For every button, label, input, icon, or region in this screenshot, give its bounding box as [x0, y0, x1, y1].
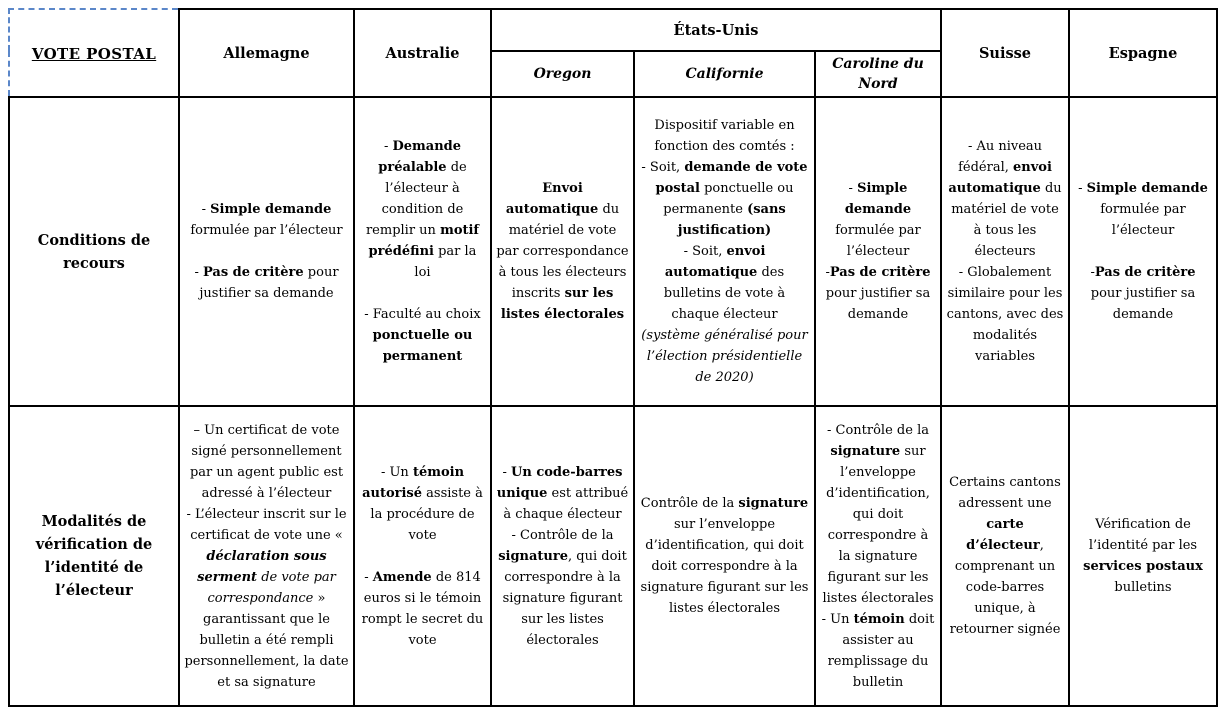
- col-header-allemagne[interactable]: Allemagne: [179, 9, 354, 97]
- cell-conditions-allemagne[interactable]: [179, 97, 354, 406]
- paragraph: Certains cantons adressent une carte d’électeur, comprenant un code-barres unique, à retourner signée: [949, 475, 1061, 637]
- cell-conditions-australie[interactable]: [354, 97, 491, 406]
- cell-conditions-espagne[interactable]: [1069, 97, 1217, 406]
- paragraph: -Pas de critère pour justifier sa demande: [825, 265, 931, 322]
- row-conditions-de-recours: [9, 97, 1217, 406]
- table-title: VOTE POSTAL: [31, 44, 157, 63]
- paragraph: [1074, 241, 1212, 262]
- paragraph: - Un témoin doit assister au remplissage du bulletin: [821, 611, 935, 690]
- cell-modalites-oregon[interactable]: [491, 406, 634, 706]
- table-title-cell[interactable]: [9, 9, 179, 97]
- paragraph: -Pas de critère pour justifier sa demande: [1090, 265, 1196, 322]
- paragraph: - Faculté au choix ponctuelle ou permanent: [364, 307, 481, 364]
- paragraph: - Simple demande formulée par l’électeur: [835, 181, 921, 259]
- cell-modalites-californie[interactable]: [634, 406, 815, 706]
- paragraph: - Pas de critère pour justifier sa demande: [194, 265, 339, 301]
- paragraph: - Amende de 814 euros si le témoin rompt le secret du vote: [361, 569, 484, 648]
- col-header-etats-unis[interactable]: États-Unis: [491, 9, 941, 51]
- paragraph: - Simple demande formulée par l’électeur: [190, 202, 343, 238]
- paragraph: [359, 283, 486, 304]
- header-row-top: [9, 9, 1217, 51]
- cell-modalites-caroline-du-nord[interactable]: [815, 406, 941, 706]
- paragraph: - Simple demande formulée par l’électeur: [1078, 181, 1208, 238]
- col-header-caroline-du-nord[interactable]: Caroline du Nord: [815, 51, 941, 97]
- paragraph: - Demande préalable de l’électeur à condition de remplir un motif prédéfini par la loi: [365, 139, 480, 280]
- cell-modalites-suisse[interactable]: [941, 406, 1069, 706]
- col-header-espagne[interactable]: Espagne: [1069, 9, 1217, 97]
- row-header-conditions[interactable]: Conditions de recours: [9, 97, 179, 406]
- cell-modalites-espagne[interactable]: [1069, 406, 1217, 706]
- cell-conditions-suisse[interactable]: [941, 97, 1069, 406]
- row-modalites-verification: [9, 406, 1217, 706]
- paragraph: - Au niveau fédéral, envoi automatique du matériel de vote à tous les électeurs: [948, 139, 1062, 259]
- paragraph: – Un certificat de vote signé personnellement par un agent public est adressé à l’électeur: [189, 422, 344, 501]
- paragraph: (système généralisé pour l’élection présidentielle de 2020): [641, 328, 808, 385]
- paragraph: - Contrôle de la signature sur l’enveloppe d’identification, qui doit correspondre à la signature figurant sur les listes électorales: [822, 422, 934, 606]
- cell-conditions-caroline-du-nord[interactable]: [815, 97, 941, 406]
- col-header-californie[interactable]: Californie: [634, 51, 815, 97]
- cell-conditions-oregon[interactable]: [491, 97, 634, 406]
- paragraph: [184, 241, 349, 262]
- col-header-oregon[interactable]: Oregon: [491, 51, 634, 97]
- col-header-suisse[interactable]: Suisse: [941, 9, 1069, 97]
- paragraph: Envoi automatique du matériel de vote par correspondance à tous les électeurs inscrits sur les listes électorales: [496, 181, 629, 322]
- paragraph: [359, 546, 486, 567]
- paragraph: - Un témoin autorisé assiste à la procédure de vote: [362, 464, 483, 543]
- col-header-australie[interactable]: Australie: [354, 9, 491, 97]
- paragraph: Vérification de l’identité par les services postaux bulletins: [1083, 517, 1203, 595]
- vote-postal-comparison-table: [8, 8, 1218, 707]
- paragraph: - Soit, envoi automatique des bulletins de vote à chaque électeur: [663, 244, 786, 322]
- paragraph: - Globalement similaire pour les cantons, avec des modalités variables: [946, 265, 1064, 364]
- paragraph: Dispositif variable en fonction des comtés :: [654, 118, 795, 154]
- paragraph: Contrôle de la signature sur l’enveloppe d’identification, qui doit doit correspondre à la signature figurant sur les listes électorales: [640, 496, 809, 616]
- paragraph: - Contrôle de la signature, qui doit correspondre à la signature figurant sur les listes électorales: [498, 527, 627, 648]
- paragraph: - Un code-barres unique est attribué à chaque électeur: [496, 464, 629, 522]
- paragraph: - Soit, demande de vote postal ponctuelle ou permanente (sans justification): [641, 160, 808, 238]
- cell-modalites-australie[interactable]: [354, 406, 491, 706]
- cell-conditions-californie[interactable]: [634, 97, 815, 406]
- row-header-modalites[interactable]: Modalités de vérification de l’identité de l’électeur: [9, 406, 179, 706]
- paragraph: - L’électeur inscrit sur le certificat de vote une « déclaration sous serment de vote par correspondance » garantissant que le bulletin a été rempli personnellement, la date et sa signature: [184, 506, 349, 690]
- cell-modalites-allemagne[interactable]: [179, 406, 354, 706]
